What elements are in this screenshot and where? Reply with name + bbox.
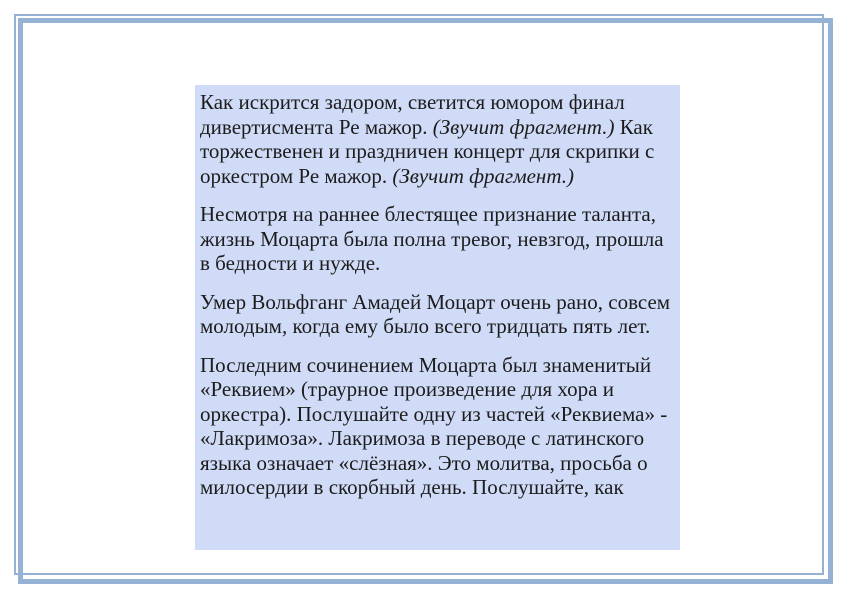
text-run: Как торжественен и праздничен концерт для скрипки с оркестром Ре мажор. — [200, 114, 655, 188]
stage-direction-italic: (Звучит фрагмент.) — [432, 114, 615, 139]
text-run: Умер Вольфганг Амадей Моцарт очень рано, совсем молодым, когда ему было всего тридцать пять лет. — [200, 289, 671, 338]
text-run: Последним сочинением Моцарта был знаменитый «Реквием» (траурное произведение для хора и оркестра). Послушайте одну из частей «Реквиема» - «Лакримоза». Лакримоза в переводе с латинского языка означает «слёзная». Это молитва, просьба о милосердии в скорбный день. Послушайте, как — [200, 352, 668, 499]
paragraph-divertimento-concert — [200, 90, 678, 188]
slide-text-block — [195, 85, 680, 550]
paragraph-requiem-lacrimosa — [200, 353, 678, 500]
text-run: Несмотря на раннее блестящее признание таланта, жизнь Моцарта была полна тревог, невзгод, прошла в бедности и нужде. — [200, 202, 664, 275]
text-run: Как искрится задором, светится юмором финал дивертисмента Ре мажор. — [200, 90, 625, 139]
paragraph-life-hardship — [200, 202, 678, 276]
paragraph-early-death — [200, 290, 678, 339]
stage-direction-italic: (Звучит фрагмент.) — [392, 163, 575, 188]
